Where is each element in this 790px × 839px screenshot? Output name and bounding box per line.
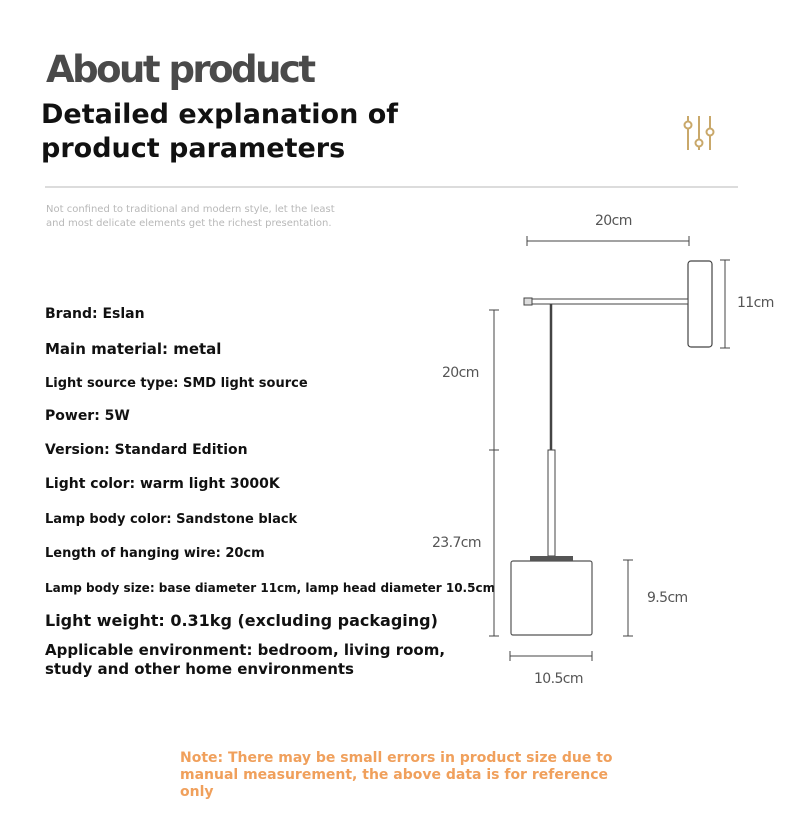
measurement-note: Note: There may be small errors in product size due to manual measurement, the above data is for reference only — [180, 750, 613, 800]
dim-rod-length: 23.7cm — [432, 535, 481, 551]
spec-power: Power: 5W — [45, 408, 130, 424]
spec-light-color: Light color: warm light 3000K — [45, 476, 280, 492]
spec-material: Main material: metal — [45, 340, 222, 358]
header-divider — [45, 186, 738, 188]
dim-arm-length: 20cm — [595, 213, 632, 229]
dim-base-height: 11cm — [737, 295, 774, 311]
spec-body-size: Lamp body size: base diameter 11cm, lamp head diameter 10.5cm — [45, 581, 496, 595]
spec-body-color: Lamp body color: Sandstone black — [45, 512, 298, 527]
spec-light-source: Light source type: SMD light source — [45, 376, 308, 391]
page-subtitle: Detailed explanation of product parameters — [41, 99, 398, 164]
sliders-icon — [682, 114, 716, 152]
spec-environment: Applicable environment: bedroom, living room, study and other home environments — [45, 641, 446, 678]
intro-text: Not confined to traditional and modern style, let the least and most delicate elements get the richest presentation. — [46, 204, 335, 229]
lamp-dimension-diagram — [420, 200, 774, 700]
spec-weight: Light weight: 0.31kg (excluding packaging) — [45, 611, 438, 630]
page-title: About product — [46, 48, 314, 91]
dim-wire-length: 20cm — [442, 365, 479, 381]
spec-brand: Brand: Eslan — [45, 306, 145, 322]
dim-shade-height: 9.5cm — [647, 590, 688, 606]
spec-wire-length: Length of hanging wire: 20cm — [45, 546, 265, 561]
spec-version: Version: Standard Edition — [45, 442, 248, 458]
lamp-drawing — [420, 200, 760, 700]
dim-shade-width: 10.5cm — [534, 671, 583, 687]
